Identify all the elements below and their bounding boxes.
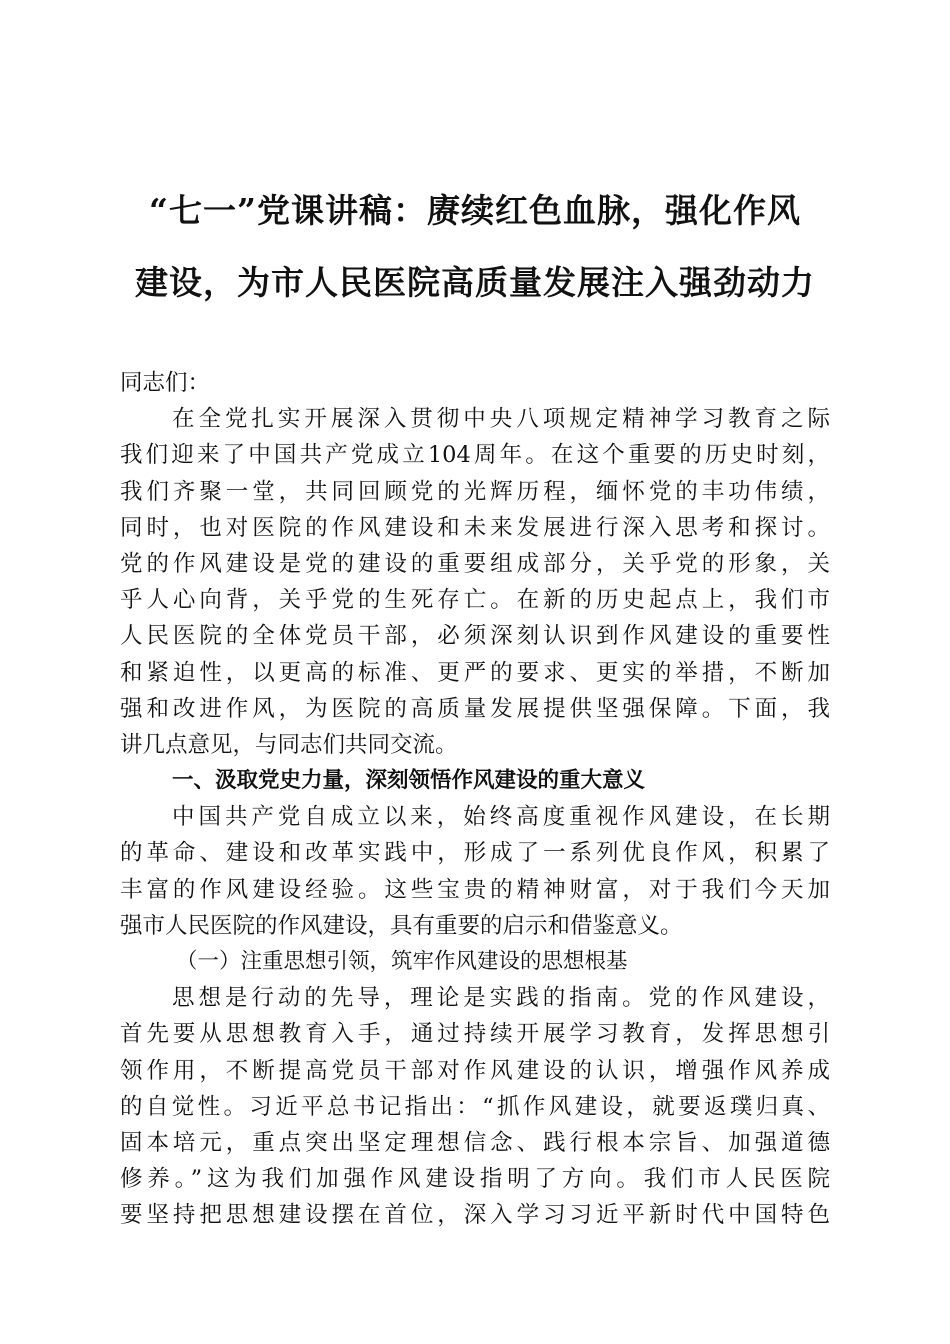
body-line: 强和改进作风，为医院的高质量发展提供坚强保障。下面，我 [120, 695, 830, 722]
title-line-2: 建设，为市人民医院高质量发展注入强劲动力 [135, 263, 815, 302]
body-line: 固本培元，重点突出坚定理想信念、践行根本宗旨、加强道德 [120, 1129, 830, 1156]
body-line: 的自觉性。习近平总书记指出：“抓作风建设，就要返璞归真、 [120, 1093, 830, 1120]
body-line: 同时，也对医院的作风建设和未来发展进行深入思考和探讨。 [120, 514, 830, 541]
body-line: 和紧迫性，以更高的标准、更严的要求、更实的举措，不断加 [120, 659, 830, 686]
body-line: 要坚持把思想建设摆在首位，深入学习习近平新时代中国特色 [120, 1202, 830, 1229]
document-body [120, 365, 830, 1234]
body-line: 我们迎来了中国共产党成立104周年。在这个重要的历史时刻， [120, 442, 830, 469]
body-line: 强市人民医院的作风建设，具有重要的启示和借鉴意义。 [120, 912, 683, 939]
greeting: 同志们： [120, 370, 211, 396]
subsection-heading-1: （一）注重思想引领，筑牢作风建设的思想根基 [176, 949, 628, 974]
body-line: 丰富的作风建设经验。这些宝贵的精神财富，对于我们今天加 [120, 876, 830, 903]
section-heading-1: 一、汲取党史力量，深刻领悟作风建设的重大意义 [172, 768, 646, 794]
body-line: 乎人心向背，关乎党的生死存亡。在新的历史起点上，我们市 [120, 587, 830, 614]
body-line: 中国共产党自成立以来，始终高度重视作风建设，在长期 [172, 804, 830, 831]
body-line: 领作用，不断提高党员干部对作风建设的认识，增强作风养成 [120, 1057, 830, 1084]
title-line-1: “七一”党课讲稿：赓续红色血脉，强化作风 [149, 191, 801, 230]
body-line: 思想是行动的先导，理论是实践的指南。党的作风建设， [172, 985, 830, 1012]
body-line: 人民医院的全体党员干部，必须深刻认识到作风建设的重要性 [120, 623, 830, 650]
body-line: 的革命、建设和改革实践中，形成了一系列优良作风，积累了 [120, 840, 830, 867]
body-line: 我们齐聚一堂，共同回顾党的光辉历程，缅怀党的丰功伟绩， [120, 478, 830, 505]
document-title [100, 192, 850, 302]
body-line: 党的作风建设是党的建设的重要组成部分，关乎党的形象，关 [120, 550, 830, 577]
body-line: 在全党扎实开展深入贯彻中央八项规定精神学习教育之际 [172, 406, 830, 433]
body-line: 首先要从思想教育入手，通过持续开展学习教育，发挥思想引 [120, 1021, 830, 1048]
body-line: 修养。”这为我们加强作风建设指明了方向。我们市人民医院 [120, 1166, 830, 1193]
body-line: 讲几点意见，与同志们共同交流。 [120, 731, 458, 758]
